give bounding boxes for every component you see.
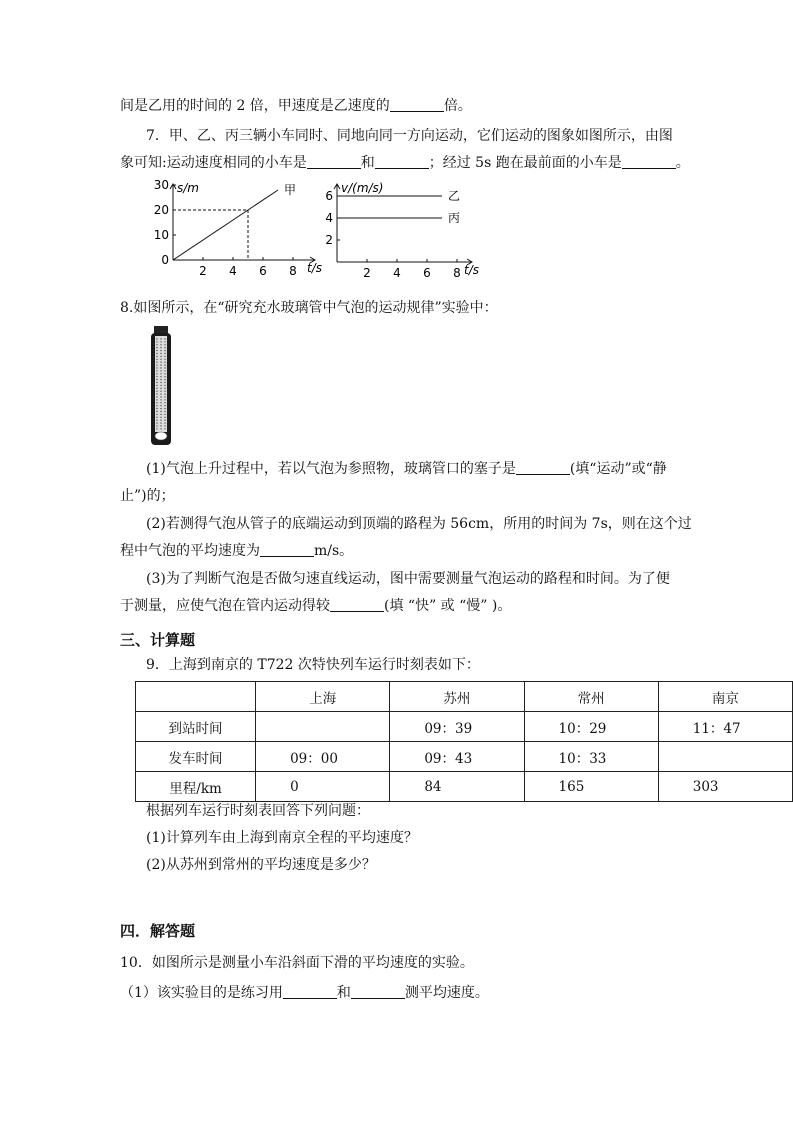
tube-dot: [164, 373, 165, 374]
tube-dot: [164, 396, 165, 397]
table-cell: 10：33: [524, 742, 658, 772]
tube-dot: [164, 367, 165, 368]
q7-text-b: 和: [360, 155, 375, 171]
y-tick-label: 30: [153, 180, 169, 192]
tube-dot: [156, 411, 157, 412]
tube-dot: [164, 370, 165, 371]
q6-text-end: 倍。: [443, 98, 472, 114]
q8-p2-cont: [120, 541, 353, 561]
tube-dot: [164, 408, 165, 409]
q9-intro: 9．上海到南京的 T722 次特快列车运行时刻表如下：: [146, 657, 480, 673]
q8-p1-text-a: (1)气泡上升过程中，若以气泡为参照物，玻璃管口的塞子是: [146, 461, 516, 477]
tube-dot: [156, 402, 157, 403]
tube-dot: [156, 341, 157, 342]
y-tick-label: 6: [325, 189, 333, 203]
section-heading-calculation: 三、计算题: [120, 631, 196, 649]
tube-dot: [160, 408, 161, 409]
table-cell: 84: [390, 772, 524, 802]
q8-p3-text-b: 于测量，应使气泡在管内运动得较: [120, 598, 330, 614]
tube-dot: [156, 373, 157, 374]
q6-text: 间是乙用的时间的 2 倍，甲速度是乙速度的: [120, 98, 390, 114]
answer-blank[interactable]: [516, 460, 570, 475]
q8-intro: 8.如图所示，在“研究充水玻璃管中气泡的运动规律”实验中：: [120, 300, 498, 316]
q9-sub2: (2)从苏州到常州的平均速度是多少？: [146, 857, 376, 873]
tube-dot: [160, 420, 161, 421]
table-cell: 0: [256, 772, 390, 802]
y-tick-label: 2: [325, 233, 333, 247]
tube-dot: [164, 379, 165, 380]
y-axis-label: s/m: [177, 181, 199, 195]
tube-dot: [160, 347, 161, 348]
tube-dot: [156, 382, 157, 383]
tube-dot: [160, 428, 161, 429]
x-tick-label: 8: [453, 266, 461, 280]
q8-p3-text-c: (填 “快” 或 “慢” )。: [384, 598, 512, 614]
row-label: 发车时间: [136, 742, 256, 772]
row-label: 里程/km: [136, 772, 256, 802]
table-cell: 09：00: [256, 742, 390, 772]
tube-dot: [160, 414, 161, 415]
series-label: 甲: [284, 183, 297, 197]
x-tick-label: 6: [423, 266, 431, 280]
tube-dot: [156, 388, 157, 389]
answer-blank[interactable]: [307, 154, 361, 169]
tube-dot: [164, 422, 165, 423]
tube-dot: [160, 379, 161, 380]
tube-dot: [156, 362, 157, 363]
answer-blank[interactable]: [622, 154, 676, 169]
answer-blank[interactable]: [283, 984, 337, 999]
x-tick-label: 2: [199, 264, 207, 278]
answer-blank[interactable]: [330, 597, 384, 612]
tube-dot: [156, 376, 157, 377]
air-bubble: [155, 432, 167, 440]
q8-p2-text-c: m/s。: [314, 543, 354, 559]
q6-tail-line: [120, 96, 472, 116]
table-cell: 09：43: [390, 742, 524, 772]
x-tick-label: 4: [393, 266, 401, 280]
tube-dot: [156, 425, 157, 426]
tube-dot: [164, 391, 165, 392]
tube-dot: [164, 382, 165, 383]
tube-dot: [160, 350, 161, 351]
series-line: [173, 190, 278, 260]
tube-dot: [156, 347, 157, 348]
tube-dot: [156, 344, 157, 345]
x-axis-label: t/s: [307, 261, 322, 275]
x-tick-label: 4: [229, 264, 237, 278]
tube-dot: [164, 420, 165, 421]
tube-dot: [164, 359, 165, 360]
tube-dot: [156, 353, 157, 354]
tube-dot: [160, 338, 161, 339]
tube-dot: [160, 393, 161, 394]
x-tick-label: 8: [289, 264, 297, 278]
tube-dot: [164, 393, 165, 394]
q9-sub1: (1)计算列车由上海到南京全程的平均速度？: [146, 830, 418, 846]
tube-dot: [156, 379, 157, 380]
tube-dot: [156, 405, 157, 406]
y-tick-label: 20: [153, 203, 169, 217]
tube-dot: [156, 420, 157, 421]
tube-dot: [164, 402, 165, 403]
tube-dot: [156, 414, 157, 415]
tube-dot: [156, 359, 157, 360]
tube-dot: [156, 391, 157, 392]
q8-p2: (2)若测得气泡从管子的底端运动到顶端的路程为 56cm，所用的时间为 7s，则在这个过: [146, 516, 692, 532]
q7-text-a: 象可知:运动速度相同的小车是: [120, 155, 307, 171]
table-cell: 303: [658, 772, 792, 802]
tube-dot: [164, 364, 165, 365]
tube-dot: [164, 362, 165, 363]
tube-dot: [156, 393, 157, 394]
tube-dot: [160, 356, 161, 357]
q8-p3-cont: [120, 596, 511, 616]
tube-dot: [164, 388, 165, 389]
tube-dot: [156, 399, 157, 400]
tube-dot: [156, 370, 157, 371]
y-tick-label: 4: [325, 211, 333, 225]
table-row: [136, 772, 793, 802]
q8-p2-text-b: 程中气泡的平均速度为: [120, 543, 260, 559]
q7-text-c: ；经过 5s 跑在最前面的小车是: [428, 155, 622, 171]
table-header-cell: 南京: [658, 682, 792, 712]
v-t-graph: [322, 180, 482, 280]
tube-dot: [160, 425, 161, 426]
answer-blank[interactable]: [351, 984, 405, 999]
answer-blank[interactable]: [260, 542, 314, 557]
q8-p3: (3)为了判断气泡是否做匀速直线运动，图中需要测量气泡运动的路程和时间。为了便: [146, 571, 670, 587]
table-row: [136, 712, 793, 742]
tube-dot: [160, 370, 161, 371]
tube-dot: [160, 388, 161, 389]
table-cell: [658, 742, 792, 772]
q10-text-a: （1）该实验目的是练习用: [120, 985, 283, 1001]
tube-dot: [156, 356, 157, 357]
tube-dot: [156, 364, 157, 365]
tube-dot: [164, 356, 165, 357]
q7-line-2: [120, 153, 690, 173]
tube-dot: [156, 396, 157, 397]
tube-dot: [160, 391, 161, 392]
q9-after: 根据列车运行时刻表回答下列问题：: [146, 803, 370, 819]
tube-dot: [156, 367, 157, 368]
tube-dot: [164, 344, 165, 345]
series-label: 丙: [448, 211, 461, 225]
section-heading-answer: 四．解答题: [120, 922, 196, 940]
tube-dot: [164, 411, 165, 412]
tube-dot: [156, 350, 157, 351]
y-axis-label: v/(m/s): [341, 181, 384, 195]
tube-dot: [160, 341, 161, 342]
tube-dot: [160, 376, 161, 377]
table-cell: [136, 682, 256, 712]
table-header-row: [136, 682, 793, 712]
s-t-graph: [145, 180, 325, 280]
tube-dot: [164, 347, 165, 348]
tube-dot: [160, 399, 161, 400]
tube-dot: [164, 338, 165, 339]
series-label: 乙: [448, 189, 461, 203]
x-tick-label: 6: [259, 264, 267, 278]
tube-dot: [160, 396, 161, 397]
table-cell: 165: [524, 772, 658, 802]
tube-dot: [160, 353, 161, 354]
table-cell: 09：39: [390, 712, 524, 742]
tube-dot: [160, 362, 161, 363]
tube-dot: [160, 344, 161, 345]
tube-dot: [160, 359, 161, 360]
answer-blank[interactable]: [390, 97, 444, 112]
table-header-cell: 苏州: [390, 682, 524, 712]
q7-line-1: 7．甲、乙、丙三辆小车同时、同地向同一方向运动，它们运动的图象如图所示，由图: [146, 128, 673, 144]
tube-dot: [156, 408, 157, 409]
tube-dot: [156, 385, 157, 386]
q7-text-d: 。: [675, 155, 690, 171]
table-cell: 10：29: [524, 712, 658, 742]
tube-dot: [164, 353, 165, 354]
tube-dot: [164, 399, 165, 400]
q10-text-b: 和: [336, 985, 351, 1001]
tube-dot: [156, 422, 157, 423]
tube-dot: [164, 350, 165, 351]
tube-dot: [164, 341, 165, 342]
tube-dot: [156, 417, 157, 418]
tube-dot: [160, 385, 161, 386]
q8-p1: [146, 459, 667, 479]
table-cell: 11：47: [658, 712, 792, 742]
tube-dot: [156, 428, 157, 429]
tube-dot: [156, 338, 157, 339]
y-tick-label: 0: [161, 253, 169, 267]
tube-dot: [160, 367, 161, 368]
tube-dot: [164, 405, 165, 406]
q8-p1-text-b: (填“运动”或“静: [569, 461, 667, 477]
table-row: [136, 742, 793, 772]
table-cell: [256, 712, 390, 742]
tube-dot: [160, 422, 161, 423]
q8-p1-cont: 止”)的；: [120, 488, 175, 504]
tube-dot: [160, 364, 161, 365]
q10-sub1: [120, 983, 489, 1003]
table-header-cell: 常州: [524, 682, 658, 712]
table-header-cell: 上海: [256, 682, 390, 712]
y-tick-label: 10: [153, 228, 169, 242]
tube-dot: [160, 382, 161, 383]
tube-dot: [160, 373, 161, 374]
tube-dot: [164, 425, 165, 426]
tube-stopper: [154, 326, 168, 334]
tube-dot: [164, 376, 165, 377]
tube-dot: [160, 405, 161, 406]
tube-dot: [164, 417, 165, 418]
tube-dot: [164, 385, 165, 386]
row-label: 到站时间: [136, 712, 256, 742]
tube-dot: [160, 417, 161, 418]
x-axis-label: t/s: [464, 263, 479, 277]
tube-dot: [164, 414, 165, 415]
q10-intro: 10．如图所示是测量小车沿斜面下滑的平均速度的实验。: [120, 955, 474, 971]
train-timetable: [135, 681, 793, 802]
tube-dot: [160, 402, 161, 403]
q10-text-c: 测平均速度。: [404, 985, 489, 1001]
x-tick-label: 2: [363, 266, 371, 280]
tube-dot: [160, 411, 161, 412]
glass-tube-figure: [145, 325, 177, 447]
tube-dot: [164, 428, 165, 429]
answer-blank[interactable]: [375, 154, 429, 169]
